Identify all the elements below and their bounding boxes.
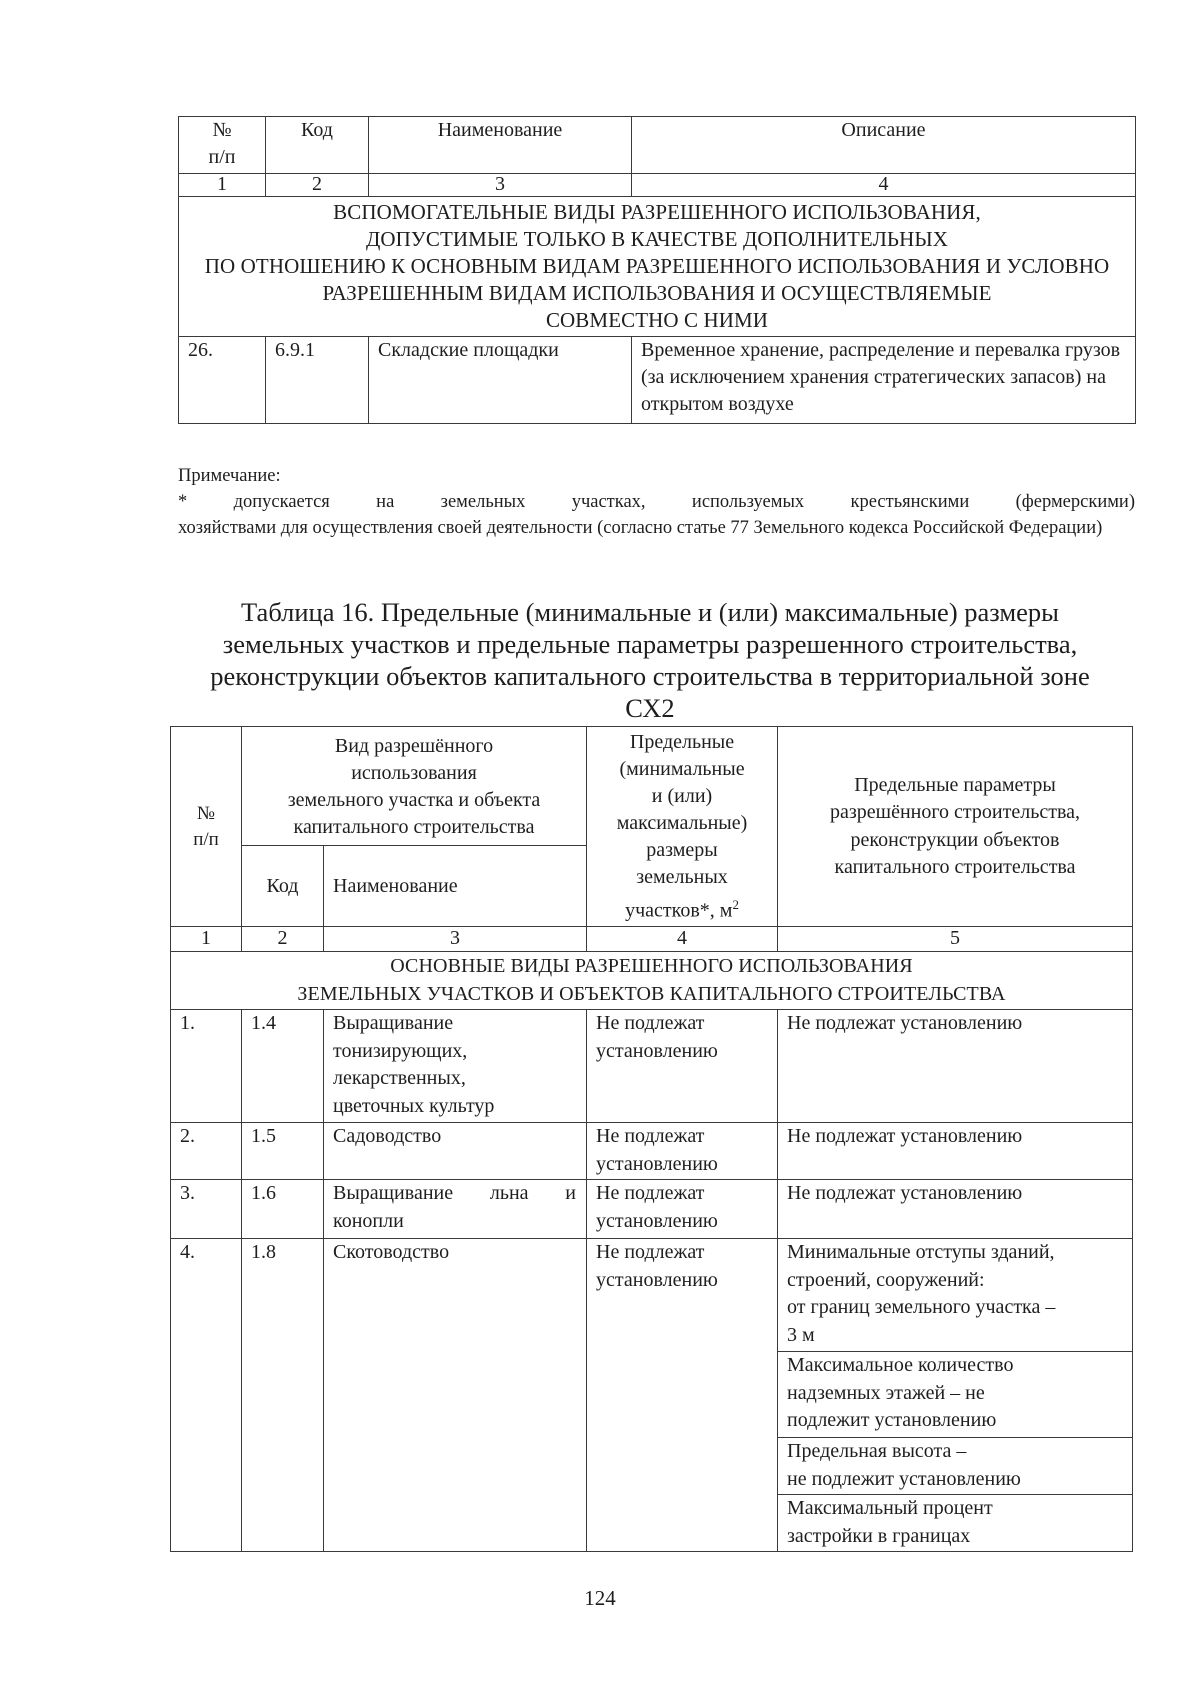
col-header-name: Наименование — [324, 846, 587, 927]
section-row — [179, 197, 1136, 337]
row-plot-size: Не подлежат установлению — [587, 1010, 778, 1123]
column-number: 1 — [171, 927, 242, 952]
row-plot-size: Не подлежат установлению — [587, 1180, 778, 1239]
table-header-row — [171, 727, 1133, 846]
row-code: 1.4 — [242, 1010, 324, 1123]
column-number: 5 — [778, 927, 1133, 952]
column-number: 3 — [324, 927, 587, 952]
table-header-row — [179, 117, 1136, 174]
unit-superscript: 2 — [732, 897, 739, 912]
permitted-use-table-continued — [178, 116, 1136, 424]
section-row — [171, 952, 1133, 1010]
row-name — [324, 1180, 587, 1239]
row-param-setbacks: Минимальные отступы зданий, строений, сооружений: от границ земельного участка – 3 м — [778, 1239, 1133, 1352]
table-caption: Таблица 16. Предельные (минимальные и (или) максимальные) размеры земельных участков и предельные параметры разрешенного строительства, реконструкции объектов капитального строительства в территориальной зоне СХ2 — [210, 597, 1090, 723]
plot-size-header-text: Предельные (минимальные и (или) максимальные) размеры земельных участков*, м — [616, 731, 748, 922]
row-name: Садоводство — [324, 1123, 587, 1180]
section-title: ВСПОМОГАТЕЛЬНЫЕ ВИДЫ РАЗРЕШЕННОГО ИСПОЛЬЗОВАНИЯ, ДОПУСТИМЫЕ ТОЛЬКО В КАЧЕСТВЕ ДОПОЛНИТЕЛЬНЫХ ПО ОТНОШЕНИЮ К ОСНОВНЫМ ВИДАМ РАЗРЕШЕННОГО ИСПОЛЬЗОВАНИЯ И УСЛОВНО РАЗРЕШЕННЫМ ВИДАМ ИСПОЛЬЗОВАНИЯ И ОСУЩЕСТВЛЯЕМЫЕ СОВМЕСТНО С НИМИ — [179, 197, 1136, 337]
page-number: 124 — [584, 1586, 616, 1610]
row-param-height: Предельная высота – не подлежит установлению — [778, 1438, 1133, 1495]
column-number-row — [171, 927, 1133, 952]
row-name: Выращивание тонизирующих, лекарственных, цветочных культур — [324, 1010, 587, 1123]
table-note — [178, 463, 1135, 541]
row-name-line: конопли — [333, 1209, 404, 1232]
limit-parameters-table — [170, 726, 1133, 1552]
col-header-num: № п/п — [179, 117, 266, 174]
column-number: 1 — [179, 174, 266, 197]
row-num: 1. — [171, 1010, 242, 1123]
column-number: 3 — [369, 174, 632, 197]
table-row — [171, 1123, 1133, 1180]
row-code: 1.6 — [242, 1180, 324, 1239]
row-plot-size: Не подлежат установлению — [587, 1239, 778, 1552]
column-number: 4 — [587, 927, 778, 952]
col-header-code: Код — [242, 846, 324, 927]
column-number: 2 — [266, 174, 369, 197]
row-num: 2. — [171, 1123, 242, 1180]
column-number: 4 — [632, 174, 1136, 197]
row-name: Скотоводство — [324, 1239, 587, 1552]
note-label: Примечание: — [178, 466, 281, 486]
table-row — [179, 337, 1136, 424]
section-title: ОСНОВНЫЕ ВИДЫ РАЗРЕШЕННОГО ИСПОЛЬЗОВАНИЯ ЗЕМЕЛЬНЫХ УЧАСТКОВ И ОБЪЕКТОВ КАПИТАЛЬНОГО СТРОИТЕЛЬСТВА — [171, 952, 1133, 1010]
col-header-num: № п/п — [171, 727, 242, 927]
row-name: Складские площадки — [369, 337, 632, 424]
col-header-name: Наименование — [369, 117, 632, 174]
row-build-params: Не подлежат установлению — [778, 1180, 1133, 1239]
column-number-row — [179, 174, 1136, 197]
row-build-params: Не подлежат установлению — [778, 1010, 1133, 1123]
column-number: 2 — [242, 927, 324, 952]
row-description: Временное хранение, распределение и перевалка грузов (за исключением хранения стратегических запасов) на открытом воздухе — [632, 337, 1136, 424]
row-param-floors: Максимальное количество надземных этажей – не подлежит установлению — [778, 1352, 1133, 1438]
col-header-description: Описание — [632, 117, 1136, 174]
col-header-build-params: Предельные параметры разрешённого строительства, реконструкции объектов капитального строительства — [778, 727, 1133, 927]
col-header-plot-size — [587, 727, 778, 927]
row-build-params: Не подлежат установлению — [778, 1123, 1133, 1180]
table-row — [171, 1239, 1133, 1352]
row-num: 3. — [171, 1180, 242, 1239]
row-code: 1.5 — [242, 1123, 324, 1180]
row-name-line: Выращивание льна и — [333, 1182, 577, 1204]
row-plot-size: Не подлежат установлению — [587, 1123, 778, 1180]
col-header-use-type: Вид разрешённого использования земельного участка и объекта капитального строительства — [242, 727, 587, 846]
row-param-coverage: Максимальный процент застройки в границах — [778, 1495, 1133, 1552]
col-header-code: Код — [266, 117, 369, 174]
row-code: 1.8 — [242, 1239, 324, 1552]
note-text-line: * допускается на земельных участках, используемых крестьянскими (фермерскими) — [178, 492, 1135, 512]
row-num: 26. — [179, 337, 266, 424]
row-num: 4. — [171, 1239, 242, 1552]
table-row — [171, 1180, 1133, 1239]
note-text: хозяйствами для осуществления своей деятельности (согласно статье 77 Земельного кодекса Российской Федерации) — [178, 518, 1103, 538]
table-row — [171, 1010, 1133, 1123]
row-code: 6.9.1 — [266, 337, 369, 424]
